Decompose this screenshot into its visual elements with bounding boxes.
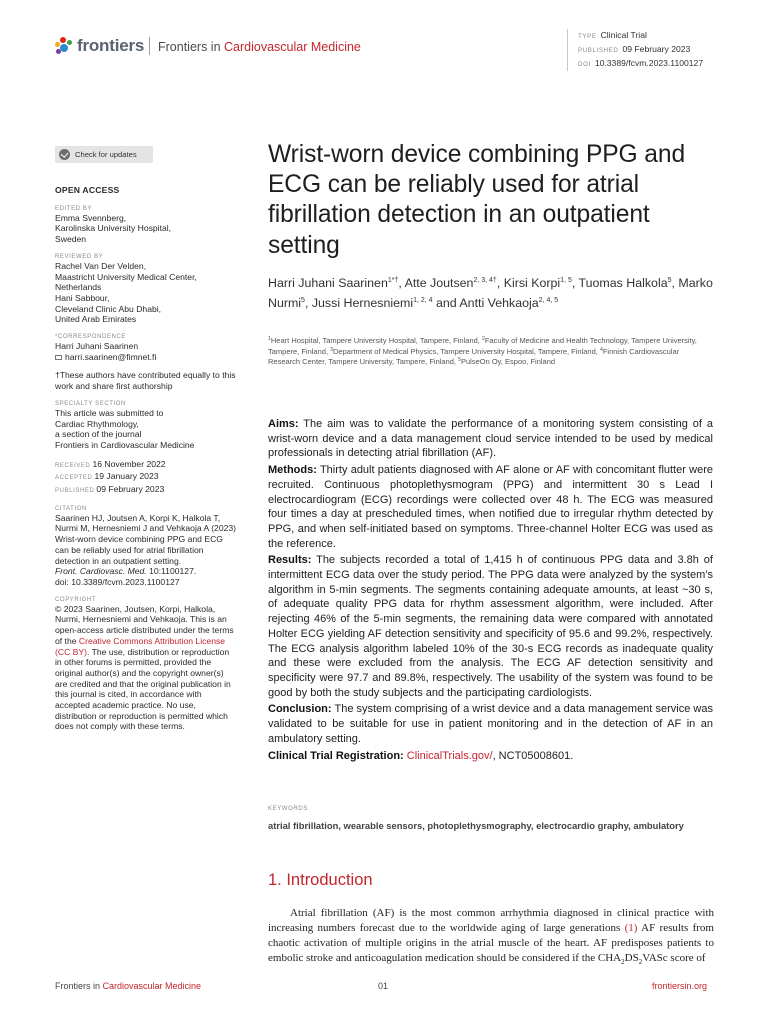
author[interactable]: Atte Joutsen$^{2, 3, 4\dagger}$ bbox=[404, 276, 497, 290]
check-for-updates-button[interactable] bbox=[55, 146, 153, 163]
author[interactable]: Antti Vehkaoja$^{2, 4, 5}$ bbox=[459, 295, 559, 310]
reviewed-by-label: REVIEWED BY bbox=[55, 253, 104, 260]
page-number: 01 bbox=[378, 981, 389, 991]
abstract bbox=[268, 417, 713, 766]
journal-name[interactable] bbox=[158, 40, 361, 54]
reviewed-by: Rachel Van Der Velden, Maastricht University Medical Center, Netherlands Hani Sabbour, Cleveland Clinic Abu Dhabi, United Arab Emirates bbox=[55, 260, 197, 325]
specialty-label: SPECIALTY SECTION bbox=[55, 400, 126, 407]
footer-site-link[interactable]: frontiersin.org bbox=[652, 981, 708, 991]
edited-by-label: EDITED BY bbox=[55, 205, 93, 212]
footer-journal: Frontiers in Cardiovascular Medicine bbox=[55, 981, 202, 991]
correspondence-name: Harri Juhani Saarinen bbox=[55, 341, 139, 352]
equal-contribution-note: †These authors have contributed equally to this work and share first authorship bbox=[55, 370, 236, 392]
edited-by: Emma Svennberg, Karolinska University Hospital, Sweden bbox=[55, 212, 172, 245]
article-sidebar bbox=[55, 185, 255, 732]
section-heading-introduction: 1. Introduction bbox=[268, 871, 373, 889]
cc-by-link[interactable]: (CC BY) bbox=[55, 646, 87, 657]
specialty-section: This article was submitted to Cardiac Rhythmology, a section of the journal Frontiers in Cardiovascular Medicine bbox=[55, 407, 195, 450]
author[interactable]: Marko Nurmi$^5$ bbox=[268, 276, 713, 310]
article-dates bbox=[55, 459, 255, 497]
clinicaltrials-link[interactable]: ClinicalTrials.gov/ bbox=[406, 750, 493, 763]
copyright-text: © 2023 Saarinen, Joutsen, Korpi, Halkola, Nurmi, Hernesniemi and Vehkaoja. This is an open-access article distributed under the terms of the Creative Commons Attribution License (CC BY). The use, distribution or reproduction in other forums is permitted, provided the original author(s) and the copyright owner(s) are credited and that the original publication in this journal is cited, in accordance with accepted academic practice. No use, distribution or reproduction is permitted which does not comply with these terms. bbox=[55, 603, 234, 732]
abstract-aims: Aims: The aim was to validate the performance of a monitoring system consisting of a wrist-worn device and a data management cloud service intended to be used by medical professionals in detecting atrial fibrillation (AF). bbox=[268, 418, 713, 460]
check-updates-icon bbox=[59, 149, 70, 160]
author[interactable]: Kirsi Korpi$^{1, 5}$ bbox=[503, 276, 572, 290]
check-updates-label: Check for updates bbox=[75, 150, 137, 159]
logo-text: frontiers bbox=[77, 36, 145, 55]
introduction-paragraph: Atrial fibrillation (AF) is the most common arrhythmia diagnosed in clinical practice with increasing numbers forecast due to the worldwide aging of large generations (1) AF results from chaotic activation of multiple origins in the atrial muscle of the heart. AF predisposes patients to embolic stroke and anticoagulation medication should be considered if the $CHA_2DS_2VASc$ score of bbox=[268, 907, 714, 967]
citation: Saarinen HJ, Joutsen A, Korpi K, Halkola T, Nurmi M, Hernesniemi J and Vehkaoja A (2023) Wrist-worn device combining PPG and ECG can be reliably used for atrial fibrillation detection in an outpatient setting. Front. Cardiovasc. Med. 10:1100127. doi: 10.3389/fcvm.2023.1100127 bbox=[55, 513, 255, 588]
correspondence-label: *CORRESPONDENCE bbox=[55, 334, 127, 341]
license-link[interactable]: Creative Commons Attribution License bbox=[78, 635, 226, 646]
frontiers-logo-icon bbox=[55, 37, 73, 55]
published-row: PUBLISHED 09 February 2023 bbox=[578, 44, 691, 54]
received-row: RECEIVED 16 November 2022 bbox=[55, 458, 166, 469]
abstract-methods: Methods: Thirty adult patients diagnosed with AF alone or AF with concomitant flutter were recruited. Continuous photoplethysmogram (PPG) and intermittent 30 s Lead I electrocardiogram (ECG) recordings were collected over 48 h. The ECG was measured four times a day at prescheduled times, when notified due to irregular rhythm detected by PPG, and when self-initiated based on symptoms. Three-channel Holter ECG was used as the reference. bbox=[268, 464, 713, 550]
abstract-conclusion: Conclusion: The system comprising of a wrist device and a data management service was validated to be suitable for use in patient monitoring and in the detection of AF in an ambulatory setting. bbox=[268, 703, 713, 745]
correspondence-email[interactable]: harri.saarinen@fimnet.fi bbox=[65, 351, 157, 362]
citation-label: CITATION bbox=[55, 505, 87, 512]
open-access-label: OPEN ACCESS bbox=[55, 185, 120, 195]
correspondence-email-row[interactable] bbox=[55, 352, 255, 363]
article-title: Wrist-worn device combining PPG and ECG can be reliably used for atrial fibrillation detection in an outpatient setting bbox=[268, 141, 686, 259]
abstract-results: Results: The subjects recorded a total of 1,415 h of continuous PPG data and 3.8h of intermittent ECG data over the study period. The PPG data were analyzed by the system’s algorithm in 5-min segments. The segments containing adequate amounts, at least ~30 s, of adequate quality PPG data for rhythm assessment algorithm, were included. After rejecting 46% of the 5-min segments, the remaining data were compared with annotated Holter ECG yielding AF detection sensitivity and specificity of 95.6 and 99.2%, respectively. The ECG analysis algorithm labeled 10% of the 30-s ECG records as inadequate quality and these were excluded from the analysis. The ECG AF detection sensitivity and specificity were 97.7 and 89.8%, respectively. The usability of the system was found to be good by both the study subjects and the participating cardiologists. bbox=[268, 554, 713, 699]
published-date-row: PUBLISHED 09 February 2023 bbox=[55, 484, 165, 495]
accepted-row: ACCEPTED 19 January 2023 bbox=[55, 471, 159, 482]
article-meta bbox=[567, 29, 703, 71]
reference-link[interactable]: (1) bbox=[624, 922, 638, 934]
copyright-label: COPYRIGHT bbox=[55, 596, 97, 603]
journal-title: Cardiovascular Medicine bbox=[224, 40, 361, 54]
author[interactable]: Jussi Hernesniemi$^{1, 2, 4}$ bbox=[311, 295, 433, 310]
keywords-label: KEYWORDS bbox=[268, 806, 308, 812]
author-list: Harri Juhani Saarinen$^{1*\dagger}$, Atte Joutsen$^{2, 3, 4\dagger}$, Kirsi Korpi$^{1, 5}$, Tuomas Halkola$^5$, Marko Nurmi$^5$, Jussi Hernesniemi$^{1, 2, 4}$ and Antti Vehkaoja$^{2, 4, 5}$ bbox=[268, 276, 713, 310]
abstract-registration: Clinical Trial Registration: ClinicalTrials.gov/, NCT05008601. bbox=[268, 750, 574, 763]
affiliations: $^1$Heart Hospital, Tampere University Hospital, Tampere, Finland, $^2$Faculty of Medicine and Health Technology, Tampere University, Tampere, Finland, $^3$Department of Medical Physics, Tampere University Hospital, Tampere, Finland, $^4$Finnish Cardiovascular Research Center, Tampere University, Tampere, Finland, $^5$PulseOn Oy, Espoo, Finland bbox=[268, 336, 697, 367]
author[interactable]: Harri Juhani Saarinen$^{1*\dagger}$ bbox=[268, 276, 399, 290]
author[interactable]: Tuomas Halkola$^5$ bbox=[578, 276, 672, 290]
frontiers-logo[interactable] bbox=[55, 36, 144, 56]
type-row: TYPE Clinical Trial bbox=[578, 30, 647, 40]
journal-prefix: Frontiers in bbox=[158, 40, 221, 54]
header-divider bbox=[149, 37, 150, 55]
keywords: atrial fibrillation, wearable sensors, photoplethysmography, electrocardio graphy, ambulatory bbox=[268, 820, 684, 831]
mail-icon bbox=[55, 355, 62, 360]
doi-row[interactable]: DOI 10.3389/fcvm.2023.1100127 bbox=[578, 58, 704, 68]
citation-doi[interactable]: doi: 10.3389/fcvm.2023.1100127 bbox=[55, 576, 180, 587]
